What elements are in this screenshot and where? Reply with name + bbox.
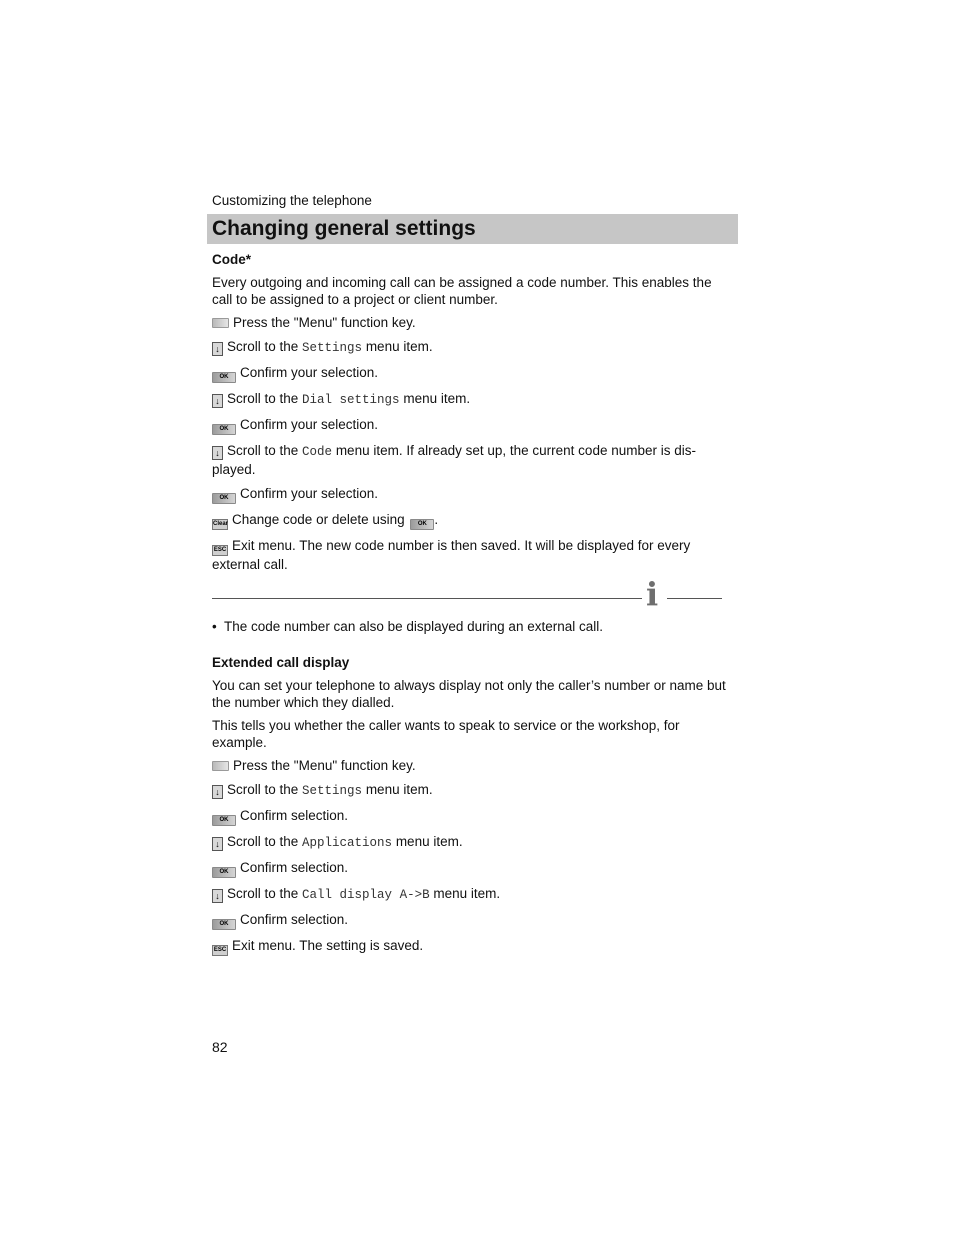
- page-content: [212, 251, 734, 963]
- step-text: Scroll to the: [227, 782, 303, 797]
- ok-key-icon: OK: [212, 919, 236, 930]
- ok-key-icon: OK: [212, 815, 236, 826]
- change-code-step: [212, 511, 734, 530]
- clear-key-icon: Clear: [212, 519, 228, 530]
- menu-item-name: Dial settings: [302, 393, 400, 407]
- ok-key-icon: OK: [212, 372, 236, 383]
- step-text-end: menu item. If already set up, the current code number is dis-played.: [212, 443, 696, 477]
- menu-key-icon: [212, 761, 229, 771]
- step-text: Confirm your selection.: [240, 417, 379, 432]
- menu-item-name: Settings: [302, 341, 363, 355]
- instruction-step: [212, 416, 734, 435]
- menu-item-name: Code: [302, 445, 333, 459]
- step-text: Press the "Menu" function key.: [233, 315, 416, 330]
- scroll-down-icon: ↓: [212, 837, 223, 851]
- code-steps-list: [212, 314, 734, 504]
- menu-item-name: Settings: [302, 784, 363, 798]
- esc-key-icon: ESC: [212, 945, 228, 956]
- divider-line-right: [667, 598, 722, 599]
- step-text: Change code or delete using: [232, 512, 409, 527]
- instruction-step: [212, 911, 734, 930]
- step-text-end: .: [434, 512, 439, 527]
- step-text: Confirm selection.: [240, 808, 349, 823]
- step-text: Confirm your selection.: [240, 365, 379, 380]
- extended-steps-list: [212, 757, 734, 956]
- instruction-step: [212, 833, 734, 852]
- step-text: Exit menu. The setting is saved.: [232, 938, 424, 953]
- scroll-down-icon: ↓: [212, 446, 223, 460]
- running-header: Customizing the telephone: [212, 193, 372, 208]
- extended-heading: Extended call display: [212, 655, 350, 670]
- step-text: Scroll to the: [227, 886, 303, 901]
- info-note: [212, 618, 734, 635]
- step-text-end: menu item.: [392, 834, 463, 849]
- section-title-bar: [207, 214, 738, 244]
- step-text: Confirm your selection.: [240, 486, 379, 501]
- code-heading: Code*: [212, 252, 252, 267]
- instruction-step: [212, 859, 734, 878]
- step-text-end: menu item.: [362, 339, 433, 354]
- step-text: Confirm selection.: [240, 860, 349, 875]
- scroll-down-icon: ↓: [212, 342, 223, 356]
- step-text: Scroll to the: [227, 391, 303, 406]
- step-text: Scroll to the: [227, 834, 303, 849]
- instruction-step: [212, 885, 734, 904]
- divider-line-left: [212, 598, 642, 599]
- scroll-down-icon: ↓: [212, 785, 223, 799]
- step-text: Scroll to the: [227, 443, 303, 458]
- instruction-step: [212, 807, 734, 826]
- instruction-step: [212, 314, 734, 331]
- info-divider: [212, 575, 734, 613]
- instruction-step: [212, 781, 734, 800]
- step-text: Press the "Menu" function key.: [233, 758, 416, 773]
- ok-key-icon: OK: [212, 493, 236, 504]
- bullet-marker: •: [212, 619, 217, 634]
- exit-code-step: [212, 537, 734, 573]
- instruction-step: [212, 485, 734, 504]
- menu-item-name: Applications: [302, 836, 393, 850]
- ok-key-icon: OK: [410, 519, 434, 530]
- instruction-step: [212, 442, 734, 478]
- instruction-step: [212, 364, 734, 383]
- section-title: Changing general settings: [212, 217, 476, 240]
- step-text: Exit menu. The new code number is then saved. It will be displayed for every external call.: [212, 538, 691, 572]
- extended-para-1: You can set your telephone to always display not only the caller’s number or name but the number which they dialled.: [212, 678, 726, 710]
- step-text-end: menu item.: [429, 886, 501, 901]
- menu-key-icon: [212, 318, 229, 328]
- page-number: 82: [212, 1039, 228, 1055]
- info-icon: i: [646, 575, 659, 613]
- step-text-end: menu item.: [362, 782, 433, 797]
- instruction-step: [212, 390, 734, 409]
- menu-item-name: Call display A->B: [302, 888, 430, 902]
- instruction-step: [212, 338, 734, 357]
- instruction-step: [212, 757, 734, 774]
- extended-para-2: This tells you whether the caller wants to speak to service or the workshop, for example.: [212, 718, 680, 750]
- ok-key-icon: OK: [212, 424, 236, 435]
- ok-key-icon: OK: [212, 867, 236, 878]
- step-text: Scroll to the: [227, 339, 303, 354]
- instruction-step: [212, 937, 734, 956]
- esc-key-icon: ESC: [212, 545, 228, 556]
- step-text: Confirm selection.: [240, 912, 349, 927]
- scroll-down-icon: ↓: [212, 889, 223, 903]
- info-note-text: The code number can also be displayed during an external call.: [224, 619, 603, 634]
- code-intro: Every outgoing and incoming call can be assigned a code number. This enables the call to be assigned to a project or client number.: [212, 275, 712, 307]
- scroll-down-icon: ↓: [212, 394, 223, 408]
- step-text-end: menu item.: [399, 391, 471, 406]
